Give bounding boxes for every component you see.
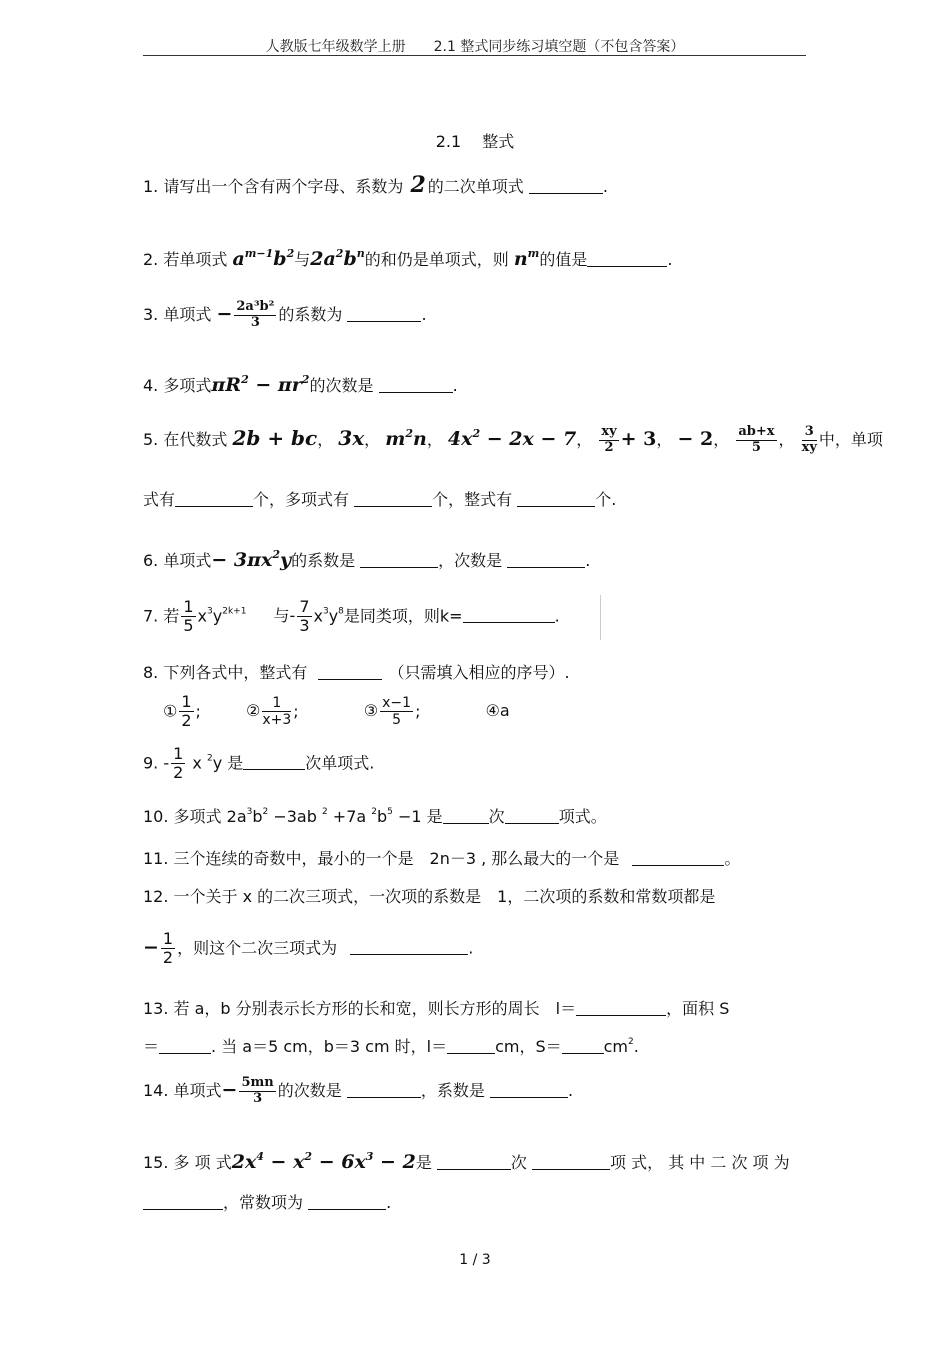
q14-text: 14. 单项式: [143, 1080, 222, 1100]
q1-text-2: 的二次单项式: [427, 177, 524, 196]
q15-polynomial: $2x^4 - x^2 - 6x^3 - 2$: [231, 1150, 416, 1173]
question-11: 11. 三个连续的奇数中，最小的一个是 2n－3 , 那么最大的一个是 。: [143, 849, 741, 868]
q2-monomial-2: $2a^2b^n$: [310, 247, 365, 270]
divider: [600, 595, 601, 640]
q10-blank-1[interactable]: [443, 807, 489, 824]
q6-blank-2[interactable]: [507, 551, 585, 568]
q2-monomial-1: $a^{m-1}b^2$: [232, 247, 295, 270]
question-8-options: ① $\frac{1}{2}$ ; ② $\frac{1}{x+3}$ ; ③ $\frac{x-1}{5}$ ; ④a: [163, 692, 510, 731]
q1-coefficient: 2: [410, 172, 426, 198]
q4-text: 4. 多项式: [143, 376, 212, 395]
q2-blank[interactable]: [587, 250, 667, 267]
q4-polynomial: $\pi R^2 - \pi r^2$: [211, 373, 310, 396]
q15-text: 15. 多 项 式: [143, 1153, 232, 1172]
q13-blank-1[interactable]: [576, 999, 666, 1016]
option-2-label: ②: [246, 701, 261, 721]
q14-blank-1[interactable]: [347, 1081, 421, 1098]
q5-blank-3[interactable]: [517, 490, 595, 507]
q5-text: 5. 在代数式: [143, 429, 228, 449]
question-1: 1. 请写出一个含有两个字母、系数为 2 的二次单项式 .: [143, 172, 608, 198]
q15-blank-4[interactable]: [308, 1193, 386, 1210]
question-14: 14. 单项式− $\frac{5mn}{3}$ 的次数是 ，系数是 .: [143, 1075, 574, 1106]
q13-text: 13. 若 a，b 分别表示长方形的长和宽，则长方形的周长 l＝: [143, 999, 577, 1018]
q12-text: 12. 一个关于 x 的二次三项式，一次项的系数是 1，二次项的系数和常数项都是: [143, 887, 716, 906]
question-13: 13. 若 a，b 分别表示长方形的长和宽，则长方形的周长 l＝ ，面积 S: [143, 999, 730, 1018]
q8-blank[interactable]: [318, 663, 382, 680]
option-4-label: ④a: [485, 701, 510, 721]
q2-text: 2. 若单项式: [143, 250, 228, 269]
page-header: 人教版七年级数学上册 2.1 整式同步练习填空题（不包含答案）: [265, 39, 685, 55]
question-15-line-2: ，常数项为 .: [143, 1190, 391, 1213]
q9-blank[interactable]: [243, 753, 305, 770]
q3-fraction: $\frac{\text{2a³b²}}{3}$: [236, 299, 275, 330]
q4-blank[interactable]: [379, 376, 453, 393]
question-12-line-2: − $\frac{1}{2}$ ，则这个二次三项式为 .: [143, 929, 474, 968]
question-4: 4. 多项式$\pi R^2 - \pi r^2$的次数是 .: [143, 373, 458, 396]
q13-blank-3[interactable]: [447, 1037, 495, 1054]
q10-text: 10. 多项式: [143, 807, 222, 826]
q2-power: $n^m$: [513, 247, 540, 270]
q11-blank[interactable]: [632, 849, 724, 866]
q6-monomial: − $3\pi x^2y$: [211, 548, 292, 571]
option-1-label: ①: [163, 701, 178, 721]
question-5-line-2: 式有 个，多项式有 个，整式有 个.: [143, 490, 617, 509]
question-6: 6. 单项式− $3\pi x^2y$的系数是 ，次数是 .: [143, 548, 591, 571]
section-title: 2.1 整式: [435, 132, 515, 151]
q6-blank-1[interactable]: [360, 551, 438, 568]
q10-blank-2[interactable]: [505, 807, 559, 824]
question-13-line-2: ＝ . 当 a＝5 cm，b＝3 cm 时，l＝ cm，$S= cm^2$.: [143, 1037, 639, 1056]
q7-blank[interactable]: [463, 606, 555, 623]
q9-text: 9. -: [143, 753, 170, 773]
question-8: 8. 下列各式中，整式有 （只需填入相应的序号）.: [143, 663, 570, 682]
q13-blank-4[interactable]: [562, 1037, 604, 1054]
question-12: [143, 884, 715, 907]
header-rule: [143, 55, 806, 56]
q11-text: 11. 三个连续的奇数中，最小的一个是 2n－3 , 那么最大的一个是: [143, 849, 620, 868]
q6-text: 6. 单项式: [143, 551, 212, 570]
q13-blank-2[interactable]: [159, 1037, 211, 1054]
page-number: 1 / 3: [459, 1252, 491, 1268]
option-3-label: ③: [363, 701, 379, 721]
question-7: 7. 若 $\frac{1}{5}$ $x^3y^{2k+1}$ 与- $\frac{7}{3}$ $x^3y^8$是同类项，则k= .: [143, 597, 560, 636]
question-3: 3. 单项式 − $\frac{\text{2a³b²}}{3}$ 的系数为 .: [143, 299, 427, 330]
q15-blank-3[interactable]: [143, 1193, 223, 1210]
q3-blank[interactable]: [347, 305, 421, 322]
q1-text: 1. 请写出一个含有两个字母、系数为: [143, 177, 404, 196]
q1-blank[interactable]: [529, 177, 603, 194]
q7-text: 7. 若: [143, 606, 180, 626]
question-2: 2. 若单项式 $a^{m-1}b^2$与$2a^2b^n$的和仍是单项式，则 $n^m$的值是 .: [143, 247, 673, 270]
q12-blank[interactable]: [350, 938, 468, 955]
question-10: 10. 多项式 $2a^3b^2 -3ab$ $^2$ +7a $^2b^5 -1$ 是 次 项式。: [143, 807, 607, 826]
question-5: 5. 在代数式 2b + bc， 3x， $m^2n$， $4x^2 - 2x - 7$， $\frac{xy}{2}$ + 3， − 2， $\frac{ab+x}{5}$ ， $\frac{3}{xy}$ 中，单项: [143, 424, 883, 455]
q8-text: 8. 下列各式中，整式有: [143, 663, 308, 682]
q15-blank-1[interactable]: [437, 1153, 511, 1170]
q15-blank-2[interactable]: [532, 1153, 610, 1170]
q3-text: 3. 单项式: [143, 304, 212, 324]
q14-blank-2[interactable]: [490, 1081, 568, 1098]
q5-blank-1[interactable]: [175, 490, 253, 507]
q5-blank-2[interactable]: [354, 490, 432, 507]
question-9: 9. - $\frac{1}{2}$ x $^2$y 是 次单项式.: [143, 744, 375, 783]
question-15: 15. 多 项 式$2x^4 - x^2 - 6x^3 - 2$是 次 项 式， 其 中 二 次 项 为: [143, 1150, 790, 1173]
